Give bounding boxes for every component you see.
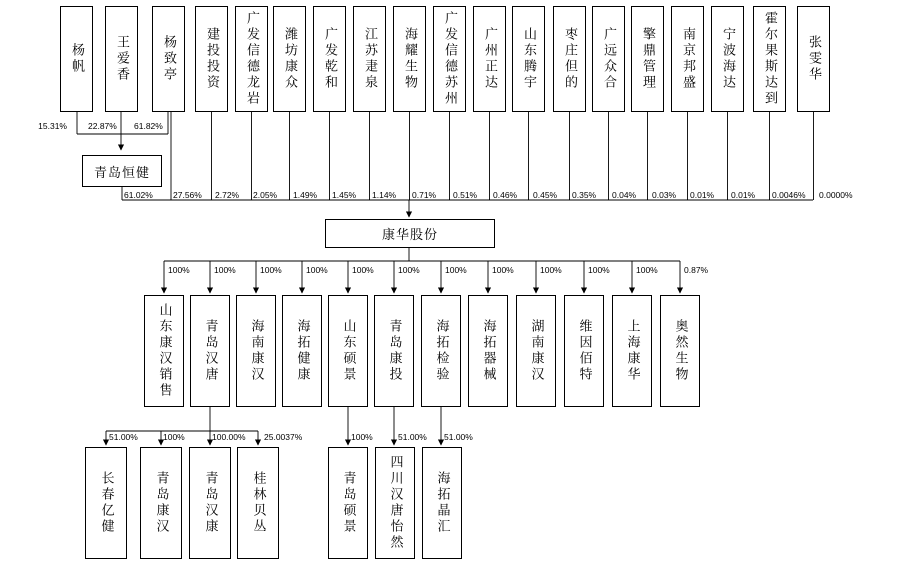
shareholder-box-label: 杨帆 xyxy=(69,43,84,75)
grandchild-box xyxy=(422,447,462,559)
grandchild-pct: 25.0037% xyxy=(264,432,303,442)
grandchild-box xyxy=(237,447,279,559)
shareholder-box-label: 南京邦盛 xyxy=(680,27,695,91)
subsidiary-box xyxy=(328,295,368,407)
grandchild-box xyxy=(328,447,368,559)
shareholder-box xyxy=(553,6,586,112)
subsidiary-box xyxy=(282,295,322,407)
grandchild-box-label: 青岛康汉 xyxy=(153,471,169,535)
subsidiary-pct: 0.87% xyxy=(684,265,709,275)
shareholder-box-label: 海耀生物 xyxy=(402,27,417,91)
subsidiary-box-label: 上海康华 xyxy=(624,319,640,383)
shareholder-pct: 1.45% xyxy=(332,190,357,200)
subsidiary-box xyxy=(612,295,652,407)
shareholder-box xyxy=(235,6,268,112)
shareholder-pct: 27.56% xyxy=(173,190,202,200)
shareholder-pct: 0.04% xyxy=(612,190,637,200)
grandchild-box-label: 长春亿健 xyxy=(98,471,114,535)
subsidiary-box xyxy=(516,295,556,407)
shareholder-pct: 0.51% xyxy=(453,190,478,200)
subsidiary-box-label: 山东康汉销售 xyxy=(156,303,172,399)
grandchild-pct: 100.00% xyxy=(212,432,246,442)
subsidiary-pct: 100% xyxy=(214,265,236,275)
shareholder-box xyxy=(711,6,744,112)
shareholder-box-label: 广发信德苏州 xyxy=(442,11,457,107)
grandchild-box-label: 青岛硕景 xyxy=(340,471,356,535)
grandchild-box-label: 四川汉唐怡然 xyxy=(387,455,403,551)
shareholder-box xyxy=(353,6,386,112)
subsidiary-pct: 100% xyxy=(588,265,610,275)
shareholder-box-label: 枣庄但的 xyxy=(562,27,577,91)
subsidiary-pct: 100% xyxy=(306,265,328,275)
shareholder-box xyxy=(631,6,664,112)
subsidiary-box xyxy=(468,295,508,407)
company-box-label: 康华股份 xyxy=(381,228,438,243)
shareholder-box-label: 江苏疌泉 xyxy=(362,27,377,91)
shareholder-pct: 0.0046% xyxy=(772,190,806,200)
subsidiary-pct: 100% xyxy=(398,265,420,275)
grandchild-box xyxy=(85,447,127,559)
shareholder-pct: 1.49% xyxy=(293,190,318,200)
shareholder-pct: 0.46% xyxy=(493,190,518,200)
shareholder-box xyxy=(195,6,228,112)
intermediate-holder-box-label: 青岛恒健 xyxy=(93,165,150,181)
intermediate-holder-box xyxy=(82,155,162,187)
subsidiary-box-label: 海拓器械 xyxy=(480,319,496,383)
shareholder-box-label: 宁波海达 xyxy=(720,27,735,91)
shareholder-box xyxy=(473,6,506,112)
grandchild-pct: 51.00% xyxy=(444,432,473,442)
grandchild-pct: 51.00% xyxy=(109,432,138,442)
subsidiary-pct: 100% xyxy=(540,265,562,275)
subsidiary-box xyxy=(144,295,184,407)
subsidiary-box-label: 湖南康汉 xyxy=(528,319,544,383)
shareholder-box-label: 张雯华 xyxy=(806,35,821,83)
subsidiary-pct: 100% xyxy=(636,265,658,275)
shareholder-pct: 22.87% xyxy=(88,121,117,131)
shareholder-box-label: 霍尔果斯达到 xyxy=(762,11,777,107)
shareholder-box xyxy=(512,6,545,112)
shareholder-box-label: 王爱香 xyxy=(114,35,129,83)
subsidiary-box-label: 青岛汉唐 xyxy=(202,319,218,383)
grandchild-pct: 51.00% xyxy=(398,432,427,442)
shareholder-box xyxy=(393,6,426,112)
shareholder-pct: 0.0000% xyxy=(819,190,853,200)
grandchild-pct: 100% xyxy=(351,432,373,442)
grandchild-box xyxy=(375,447,415,559)
grandchild-box xyxy=(189,447,231,559)
subsidiary-pct: 100% xyxy=(260,265,282,275)
grandchild-box xyxy=(140,447,182,559)
shareholder-box-label: 广州正达 xyxy=(482,27,497,91)
shareholder-box xyxy=(753,6,786,112)
shareholder-box-label: 广发信德龙岩 xyxy=(244,11,259,107)
subsidiary-pct: 100% xyxy=(352,265,374,275)
shareholder-box xyxy=(313,6,346,112)
shareholder-box-label: 广发乾和 xyxy=(322,27,337,91)
shareholder-pct: 1.14% xyxy=(372,190,397,200)
shareholder-box xyxy=(105,6,138,112)
shareholder-pct: 0.01% xyxy=(690,190,715,200)
company-box xyxy=(325,219,495,248)
subsidiary-box xyxy=(190,295,230,407)
subsidiary-box-label: 海拓健康 xyxy=(294,319,310,383)
subsidiary-pct: 100% xyxy=(168,265,190,275)
shareholder-box xyxy=(60,6,93,112)
shareholder-pct: 0.35% xyxy=(572,190,597,200)
shareholder-box-label: 擎鼎管理 xyxy=(640,27,655,91)
subsidiary-box-label: 奥然生物 xyxy=(672,319,688,383)
grandchild-box-label: 海拓晶汇 xyxy=(434,471,450,535)
shareholder-pct: 0.45% xyxy=(533,190,558,200)
shareholder-box xyxy=(273,6,306,112)
grandchild-box-label: 桂林贝丛 xyxy=(250,471,266,535)
subsidiary-box xyxy=(236,295,276,407)
shareholder-pct: 2.05% xyxy=(253,190,278,200)
subsidiary-box-label: 海拓检验 xyxy=(433,319,449,383)
subsidiary-pct: 100% xyxy=(492,265,514,275)
shareholder-box-label: 山东腾宇 xyxy=(521,27,536,91)
subsidiary-pct: 100% xyxy=(445,265,467,275)
shareholder-box xyxy=(592,6,625,112)
shareholder-pct: 2.72% xyxy=(215,190,240,200)
subsidiary-box xyxy=(374,295,414,407)
shareholder-pct: 0.03% xyxy=(652,190,677,200)
shareholder-pct: 0.01% xyxy=(731,190,756,200)
intermediate-pct: 61.02% xyxy=(124,190,153,200)
shareholder-pct: 15.31% xyxy=(38,121,67,131)
shareholder-pct: 61.82% xyxy=(134,121,163,131)
subsidiary-box-label: 青岛康投 xyxy=(386,319,402,383)
shareholder-box xyxy=(671,6,704,112)
shareholder-box-label: 杨致亭 xyxy=(161,35,176,83)
subsidiary-box-label: 维因佰特 xyxy=(576,319,592,383)
subsidiary-box-label: 海南康汉 xyxy=(248,319,264,383)
subsidiary-box xyxy=(660,295,700,407)
grandchild-pct: 100% xyxy=(163,432,185,442)
shareholder-box xyxy=(152,6,185,112)
shareholder-box-label: 建投投资 xyxy=(204,27,219,91)
grandchild-box-label: 青岛汉康 xyxy=(202,471,218,535)
subsidiary-box xyxy=(421,295,461,407)
subsidiary-box-label: 山东硕景 xyxy=(340,319,356,383)
shareholder-box xyxy=(797,6,830,112)
shareholder-box-label: 广远众合 xyxy=(601,27,616,91)
subsidiary-box xyxy=(564,295,604,407)
shareholder-pct: 0.71% xyxy=(412,190,437,200)
shareholder-box xyxy=(433,6,466,112)
shareholder-box-label: 潍坊康众 xyxy=(282,27,297,91)
